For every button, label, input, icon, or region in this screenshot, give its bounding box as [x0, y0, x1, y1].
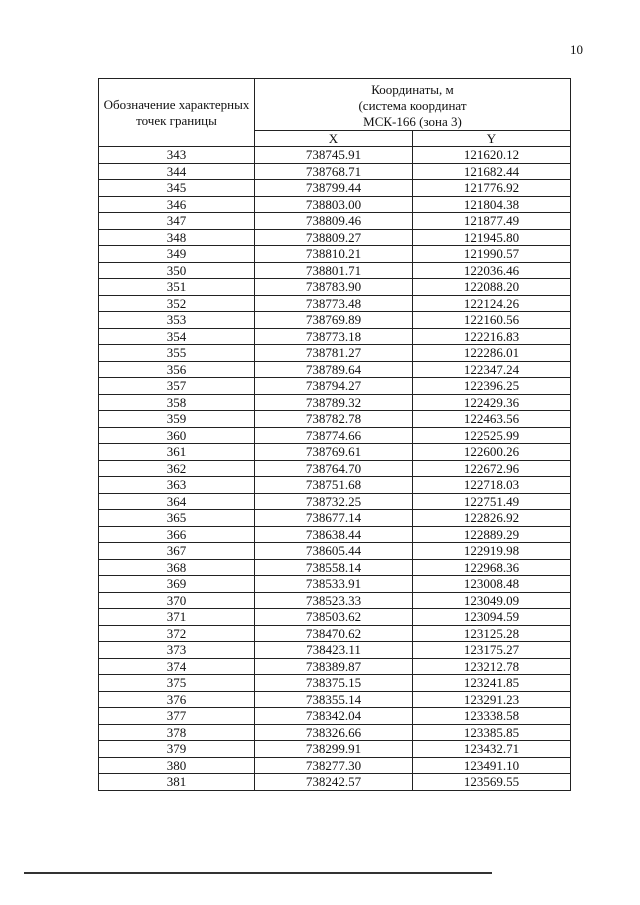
y-coordinate-cell: 123291.23 [413, 691, 571, 708]
table-row [99, 345, 571, 362]
coordinates-header-line1: Координаты, м [371, 82, 454, 97]
point-id-cell: 351 [99, 279, 255, 296]
x-coordinate-cell: 738768.71 [255, 163, 413, 180]
coordinates-header-line2: (система координат [358, 98, 467, 113]
footer-rule [24, 872, 492, 874]
x-coordinate-cell: 738558.14 [255, 559, 413, 576]
x-coordinate-cell: 738799.44 [255, 180, 413, 197]
y-coordinate-cell: 122463.56 [413, 411, 571, 428]
y-coordinate-cell: 123241.85 [413, 675, 571, 692]
table-row [99, 213, 571, 230]
y-coordinate-cell: 122124.26 [413, 295, 571, 312]
table-row [99, 262, 571, 279]
table-row [99, 559, 571, 576]
y-coordinate-cell: 123432.71 [413, 741, 571, 758]
y-coordinate-cell: 123338.58 [413, 708, 571, 725]
point-id-cell: 366 [99, 526, 255, 543]
point-id-cell: 355 [99, 345, 255, 362]
point-id-cell: 360 [99, 427, 255, 444]
x-coordinate-cell: 738781.27 [255, 345, 413, 362]
table-row [99, 147, 571, 164]
point-id-cell: 344 [99, 163, 255, 180]
point-id-cell: 367 [99, 543, 255, 560]
table-row [99, 774, 571, 791]
table-row [99, 163, 571, 180]
table-row [99, 526, 571, 543]
y-coordinate-cell: 122525.99 [413, 427, 571, 444]
y-coordinate-cell: 121776.92 [413, 180, 571, 197]
y-coordinate-cell: 122968.36 [413, 559, 571, 576]
x-coordinate-cell: 738803.00 [255, 196, 413, 213]
point-id-cell: 369 [99, 576, 255, 593]
y-coordinate-cell: 122429.36 [413, 394, 571, 411]
table-row [99, 708, 571, 725]
x-coordinate-cell: 738355.14 [255, 691, 413, 708]
point-id-cell: 379 [99, 741, 255, 758]
table-row [99, 757, 571, 774]
x-coordinate-cell: 738470.62 [255, 625, 413, 642]
table-row [99, 312, 571, 329]
y-coordinate-cell: 123008.48 [413, 576, 571, 593]
x-coordinate-cell: 738677.14 [255, 510, 413, 527]
y-coordinate-cell: 122672.96 [413, 460, 571, 477]
point-id-cell: 372 [99, 625, 255, 642]
table-row [99, 180, 571, 197]
y-coordinate-cell: 123125.28 [413, 625, 571, 642]
table-row [99, 658, 571, 675]
point-id-cell: 358 [99, 394, 255, 411]
table-row [99, 246, 571, 263]
x-coordinate-cell: 738375.15 [255, 675, 413, 692]
point-id-cell: 373 [99, 642, 255, 659]
x-column-header: X [255, 131, 413, 147]
table-row [99, 460, 571, 477]
y-coordinate-cell: 122286.01 [413, 345, 571, 362]
table-row [99, 279, 571, 296]
table-row [99, 576, 571, 593]
point-id-cell: 357 [99, 378, 255, 395]
x-coordinate-cell: 738810.21 [255, 246, 413, 263]
y-coordinate-cell: 123175.27 [413, 642, 571, 659]
x-coordinate-cell: 738732.25 [255, 493, 413, 510]
table-body [99, 147, 571, 791]
x-coordinate-cell: 738774.66 [255, 427, 413, 444]
x-coordinate-cell: 738751.68 [255, 477, 413, 494]
y-coordinate-cell: 122396.25 [413, 378, 571, 395]
x-coordinate-cell: 738423.11 [255, 642, 413, 659]
table-row [99, 378, 571, 395]
y-coordinate-cell: 123212.78 [413, 658, 571, 675]
x-coordinate-cell: 738789.32 [255, 394, 413, 411]
point-id-cell: 352 [99, 295, 255, 312]
table-row [99, 510, 571, 527]
table-header [99, 79, 571, 147]
table-row [99, 493, 571, 510]
point-id-cell: 353 [99, 312, 255, 329]
point-id-cell: 374 [99, 658, 255, 675]
point-id-cell: 380 [99, 757, 255, 774]
y-coordinate-cell: 121990.57 [413, 246, 571, 263]
y-coordinate-cell: 122036.46 [413, 262, 571, 279]
point-id-cell: 377 [99, 708, 255, 725]
x-coordinate-cell: 738809.27 [255, 229, 413, 246]
point-id-cell: 350 [99, 262, 255, 279]
table-row [99, 229, 571, 246]
coordinates-header-line3: МСК-166 (зона 3) [363, 114, 462, 129]
point-id-cell: 381 [99, 774, 255, 791]
table-row [99, 411, 571, 428]
x-coordinate-cell: 738809.46 [255, 213, 413, 230]
y-coordinate-cell: 121682.44 [413, 163, 571, 180]
point-id-cell: 356 [99, 361, 255, 378]
y-coordinate-cell: 122718.03 [413, 477, 571, 494]
y-coordinate-cell: 122216.83 [413, 328, 571, 345]
x-coordinate-cell: 738789.64 [255, 361, 413, 378]
x-coordinate-cell: 738326.66 [255, 724, 413, 741]
table-row [99, 741, 571, 758]
point-id-cell: 345 [99, 180, 255, 197]
table-row [99, 295, 571, 312]
x-coordinate-cell: 738277.30 [255, 757, 413, 774]
point-id-cell: 346 [99, 196, 255, 213]
y-coordinate-cell: 122347.24 [413, 361, 571, 378]
table-row [99, 427, 571, 444]
x-coordinate-cell: 738638.44 [255, 526, 413, 543]
x-coordinate-cell: 738503.62 [255, 609, 413, 626]
y-coordinate-cell: 122919.98 [413, 543, 571, 560]
table-row [99, 328, 571, 345]
x-coordinate-cell: 738782.78 [255, 411, 413, 428]
x-coordinate-cell: 738801.71 [255, 262, 413, 279]
point-id-cell: 376 [99, 691, 255, 708]
table-row [99, 394, 571, 411]
y-column-header: Y [413, 131, 571, 147]
point-id-cell: 362 [99, 460, 255, 477]
point-id-cell: 359 [99, 411, 255, 428]
point-id-cell: 378 [99, 724, 255, 741]
point-id-cell: 343 [99, 147, 255, 164]
coordinates-table [98, 78, 571, 791]
y-coordinate-cell: 121877.49 [413, 213, 571, 230]
table-row [99, 477, 571, 494]
y-coordinate-cell: 121620.12 [413, 147, 571, 164]
table-row [99, 592, 571, 609]
y-coordinate-cell: 123385.85 [413, 724, 571, 741]
table-row [99, 361, 571, 378]
point-label-header: Обозначение характерных точек границы [99, 79, 255, 147]
table-row [99, 609, 571, 626]
table-row [99, 444, 571, 461]
coordinates-header [255, 79, 571, 131]
y-coordinate-cell: 123491.10 [413, 757, 571, 774]
y-coordinate-cell: 121945.80 [413, 229, 571, 246]
x-coordinate-cell: 738764.70 [255, 460, 413, 477]
point-id-cell: 365 [99, 510, 255, 527]
point-id-cell: 363 [99, 477, 255, 494]
point-id-cell: 348 [99, 229, 255, 246]
table-row [99, 543, 571, 560]
table-row [99, 196, 571, 213]
x-coordinate-cell: 738769.89 [255, 312, 413, 329]
y-coordinate-cell: 123094.59 [413, 609, 571, 626]
table-row [99, 675, 571, 692]
y-coordinate-cell: 122826.92 [413, 510, 571, 527]
y-coordinate-cell: 121804.38 [413, 196, 571, 213]
point-id-cell: 375 [99, 675, 255, 692]
x-coordinate-cell: 738745.91 [255, 147, 413, 164]
y-coordinate-cell: 122889.29 [413, 526, 571, 543]
point-id-cell: 370 [99, 592, 255, 609]
table-row [99, 691, 571, 708]
point-id-cell: 364 [99, 493, 255, 510]
x-coordinate-cell: 738773.48 [255, 295, 413, 312]
point-id-cell: 361 [99, 444, 255, 461]
x-coordinate-cell: 738299.91 [255, 741, 413, 758]
point-id-cell: 354 [99, 328, 255, 345]
point-id-cell: 349 [99, 246, 255, 263]
point-id-cell: 347 [99, 213, 255, 230]
y-coordinate-cell: 123569.55 [413, 774, 571, 791]
table-row [99, 642, 571, 659]
table-row [99, 724, 571, 741]
x-coordinate-cell: 738523.33 [255, 592, 413, 609]
y-coordinate-cell: 122751.49 [413, 493, 571, 510]
x-coordinate-cell: 738242.57 [255, 774, 413, 791]
point-id-cell: 371 [99, 609, 255, 626]
x-coordinate-cell: 738342.04 [255, 708, 413, 725]
page-number: 10 [570, 42, 583, 57]
point-id-cell: 368 [99, 559, 255, 576]
x-coordinate-cell: 738773.18 [255, 328, 413, 345]
y-coordinate-cell: 122088.20 [413, 279, 571, 296]
x-coordinate-cell: 738783.90 [255, 279, 413, 296]
y-coordinate-cell: 122160.56 [413, 312, 571, 329]
x-coordinate-cell: 738794.27 [255, 378, 413, 395]
x-coordinate-cell: 738605.44 [255, 543, 413, 560]
table-row [99, 625, 571, 642]
x-coordinate-cell: 738769.61 [255, 444, 413, 461]
x-coordinate-cell: 738533.91 [255, 576, 413, 593]
x-coordinate-cell: 738389.87 [255, 658, 413, 675]
y-coordinate-cell: 122600.26 [413, 444, 571, 461]
y-coordinate-cell: 123049.09 [413, 592, 571, 609]
